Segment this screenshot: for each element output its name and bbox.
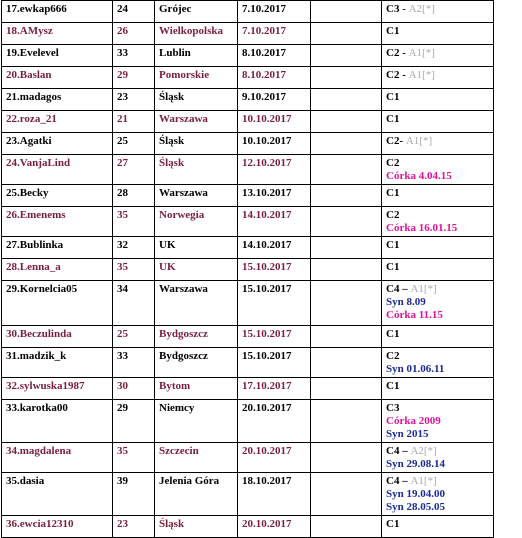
date-cell: 13.10.2017 xyxy=(238,185,311,207)
status-code: C1 xyxy=(386,91,400,103)
status-code: C4 – xyxy=(386,475,411,487)
place-cell: Warszawa xyxy=(155,281,238,326)
age-cell: 28 xyxy=(113,185,155,207)
table-row xyxy=(2,259,494,281)
note-cell xyxy=(311,111,382,133)
note-cell xyxy=(311,443,382,473)
status-code: C2 xyxy=(386,157,400,169)
place-cell: Lublin xyxy=(155,45,238,67)
nick-cell: 21.madagos xyxy=(2,89,113,111)
age-cell: 23 xyxy=(113,516,155,538)
son-note: Syn 8.09 xyxy=(386,296,426,308)
place-cell: UK xyxy=(155,259,238,281)
table-row xyxy=(2,1,494,23)
nick-cell: 19.Evelevel xyxy=(2,45,113,67)
table-row xyxy=(2,378,494,400)
place-cell: Bydgoszcz xyxy=(155,326,238,348)
table-row xyxy=(2,89,494,111)
status-cell xyxy=(382,1,494,23)
table-row xyxy=(2,281,494,326)
place-cell: Śląsk xyxy=(155,516,238,538)
place-cell: Grójec xyxy=(155,1,238,23)
date-cell: 8.10.2017 xyxy=(238,67,311,89)
age-cell: 33 xyxy=(113,45,155,67)
table-row xyxy=(2,207,494,237)
table-row xyxy=(2,67,494,89)
status-code: C2- xyxy=(386,135,406,147)
note-cell xyxy=(311,207,382,237)
nick-cell: 36.ewcia12310 xyxy=(2,516,113,538)
daughter-note: Córka 11.15 xyxy=(386,309,443,321)
nick-cell: 24.VanjaLind xyxy=(2,155,113,185)
age-cell: 24 xyxy=(113,1,155,23)
members-table xyxy=(1,0,494,538)
place-cell: Warszawa xyxy=(155,111,238,133)
nick-cell: 23.Agatki xyxy=(2,133,113,155)
note-cell xyxy=(311,237,382,259)
faded-status: A2[*] xyxy=(408,3,435,15)
place-cell: Śląsk xyxy=(155,133,238,155)
note-cell xyxy=(311,155,382,185)
date-cell: 15.10.2017 xyxy=(238,259,311,281)
status-cell xyxy=(382,378,494,400)
table-row xyxy=(2,133,494,155)
age-cell: 29 xyxy=(113,67,155,89)
status-code: C2 - xyxy=(386,47,409,59)
status-cell xyxy=(382,207,494,237)
nick-cell: 30.Beczulinda xyxy=(2,326,113,348)
date-cell: 12.10.2017 xyxy=(238,155,311,185)
status-cell xyxy=(382,516,494,538)
table-row xyxy=(2,473,494,516)
place-cell: Wielkopolska xyxy=(155,23,238,45)
date-cell: 14.10.2017 xyxy=(238,207,311,237)
faded-status: A1[*] xyxy=(410,283,437,295)
note-cell xyxy=(311,378,382,400)
place-cell: Śląsk xyxy=(155,155,238,185)
status-code: C3 - xyxy=(386,3,409,15)
age-cell: 25 xyxy=(113,133,155,155)
status-cell xyxy=(382,45,494,67)
note-cell xyxy=(311,185,382,207)
date-cell: 17.10.2017 xyxy=(238,378,311,400)
status-code: C1 xyxy=(386,380,400,392)
son-note: Syn 29.08.14 xyxy=(386,458,445,470)
status-cell xyxy=(382,348,494,378)
nick-cell: 31.madzik_k xyxy=(2,348,113,378)
status-code: C1 xyxy=(386,518,400,530)
status-code: C1 xyxy=(386,261,400,273)
note-cell xyxy=(311,133,382,155)
date-cell: 14.10.2017 xyxy=(238,237,311,259)
date-cell: 20.10.2017 xyxy=(238,400,311,443)
nick-cell: 18.AMysz xyxy=(2,23,113,45)
status-cell xyxy=(382,259,494,281)
age-cell: 35 xyxy=(113,259,155,281)
place-cell: Bydgoszcz xyxy=(155,348,238,378)
status-cell xyxy=(382,400,494,443)
nick-cell: 32.sylwuska1987 xyxy=(2,378,113,400)
table-row xyxy=(2,443,494,473)
place-cell: Śląsk xyxy=(155,89,238,111)
status-code: C1 xyxy=(386,187,400,199)
note-cell xyxy=(311,45,382,67)
nick-cell: 26.Emenems xyxy=(2,207,113,237)
age-cell: 34 xyxy=(113,281,155,326)
table-row xyxy=(2,111,494,133)
date-cell: 15.10.2017 xyxy=(238,326,311,348)
status-cell xyxy=(382,443,494,473)
status-code: C2 xyxy=(386,350,400,362)
status-code: C4 – xyxy=(386,283,411,295)
faded-status: A1[*] xyxy=(408,47,435,59)
status-cell xyxy=(382,89,494,111)
table-row xyxy=(2,348,494,378)
date-cell: 18.10.2017 xyxy=(238,473,311,516)
status-code: C1 xyxy=(386,113,400,125)
age-cell: 33 xyxy=(113,348,155,378)
status-cell xyxy=(382,281,494,326)
son-note: Syn 19.04.00 xyxy=(386,488,445,500)
son-note: Syn 01.06.11 xyxy=(386,363,445,375)
table-row xyxy=(2,23,494,45)
faded-status: A1[*] xyxy=(410,475,437,487)
table-body xyxy=(2,1,494,538)
status-code: C3 xyxy=(386,402,400,414)
place-cell: Szczecin xyxy=(155,443,238,473)
son-note: Syn 28.05.05 xyxy=(386,501,445,513)
faded-status: A1[*] xyxy=(405,135,433,147)
place-cell: Jelenia Góra xyxy=(155,473,238,516)
status-code: C2 - xyxy=(386,69,409,81)
age-cell: 27 xyxy=(113,155,155,185)
status-code: C4 – xyxy=(386,445,411,457)
note-cell xyxy=(311,67,382,89)
note-cell xyxy=(311,89,382,111)
date-cell: 20.10.2017 xyxy=(238,516,311,538)
daughter-note: Córka 4.04.15 xyxy=(386,170,452,182)
note-cell xyxy=(311,1,382,23)
status-code: C1 xyxy=(386,239,400,251)
status-cell xyxy=(382,473,494,516)
note-cell xyxy=(311,348,382,378)
note-cell xyxy=(311,516,382,538)
nick-cell: 20.Baslan xyxy=(2,67,113,89)
date-cell: 7.10.2017 xyxy=(238,1,311,23)
place-cell: Pomorskie xyxy=(155,67,238,89)
table-row xyxy=(2,400,494,443)
nick-cell: 27.Bublinka xyxy=(2,237,113,259)
age-cell: 29 xyxy=(113,400,155,443)
status-code: C1 xyxy=(386,328,400,340)
place-cell: Niemcy xyxy=(155,400,238,443)
age-cell: 21 xyxy=(113,111,155,133)
note-cell xyxy=(311,400,382,443)
date-cell: 15.10.2017 xyxy=(238,348,311,378)
date-cell: 10.10.2017 xyxy=(238,133,311,155)
place-cell: Warszawa xyxy=(155,185,238,207)
nick-cell: 22.roza_21 xyxy=(2,111,113,133)
table-row xyxy=(2,185,494,207)
table-row xyxy=(2,155,494,185)
age-cell: 35 xyxy=(113,443,155,473)
status-code: C2 xyxy=(386,209,400,221)
place-cell: UK xyxy=(155,237,238,259)
status-cell xyxy=(382,133,494,155)
nick-cell: 35.dasia xyxy=(2,473,113,516)
status-cell xyxy=(382,23,494,45)
date-cell: 20.10.2017 xyxy=(238,443,311,473)
status-cell xyxy=(382,111,494,133)
date-cell: 10.10.2017 xyxy=(238,111,311,133)
date-cell: 9.10.2017 xyxy=(238,89,311,111)
status-cell xyxy=(382,185,494,207)
table-row xyxy=(2,45,494,67)
daughter-note: Córka 16.01.15 xyxy=(386,222,458,234)
note-cell xyxy=(311,23,382,45)
date-cell: 7.10.2017 xyxy=(238,23,311,45)
nick-cell: 33.karotka00 xyxy=(2,400,113,443)
table-row xyxy=(2,237,494,259)
age-cell: 26 xyxy=(113,23,155,45)
status-cell xyxy=(382,67,494,89)
son-note: Syn 2015 xyxy=(386,428,429,440)
date-cell: 15.10.2017 xyxy=(238,281,311,326)
age-cell: 30 xyxy=(113,378,155,400)
status-cell xyxy=(382,237,494,259)
nick-cell: 34.magdalena xyxy=(2,443,113,473)
nick-cell: 28.Lenna_a xyxy=(2,259,113,281)
age-cell: 32 xyxy=(113,237,155,259)
age-cell: 23 xyxy=(113,89,155,111)
note-cell xyxy=(311,326,382,348)
age-cell: 35 xyxy=(113,207,155,237)
faded-status: A2[*] xyxy=(410,445,437,457)
nick-cell: 29.Kornelcia05 xyxy=(2,281,113,326)
table-row xyxy=(2,516,494,538)
note-cell xyxy=(311,281,382,326)
status-cell xyxy=(382,155,494,185)
note-cell xyxy=(311,259,382,281)
note-cell xyxy=(311,473,382,516)
status-cell xyxy=(382,326,494,348)
age-cell: 25 xyxy=(113,326,155,348)
status-code: C1 xyxy=(386,25,400,37)
table-row xyxy=(2,326,494,348)
nick-cell: 17.ewkap666 xyxy=(2,1,113,23)
faded-status: A1[*] xyxy=(408,69,435,81)
place-cell: Norwegia xyxy=(155,207,238,237)
daughter-note: Córka 2009 xyxy=(386,415,441,427)
date-cell: 8.10.2017 xyxy=(238,45,311,67)
age-cell: 39 xyxy=(113,473,155,516)
place-cell: Bytom xyxy=(155,378,238,400)
nick-cell: 25.Becky xyxy=(2,185,113,207)
